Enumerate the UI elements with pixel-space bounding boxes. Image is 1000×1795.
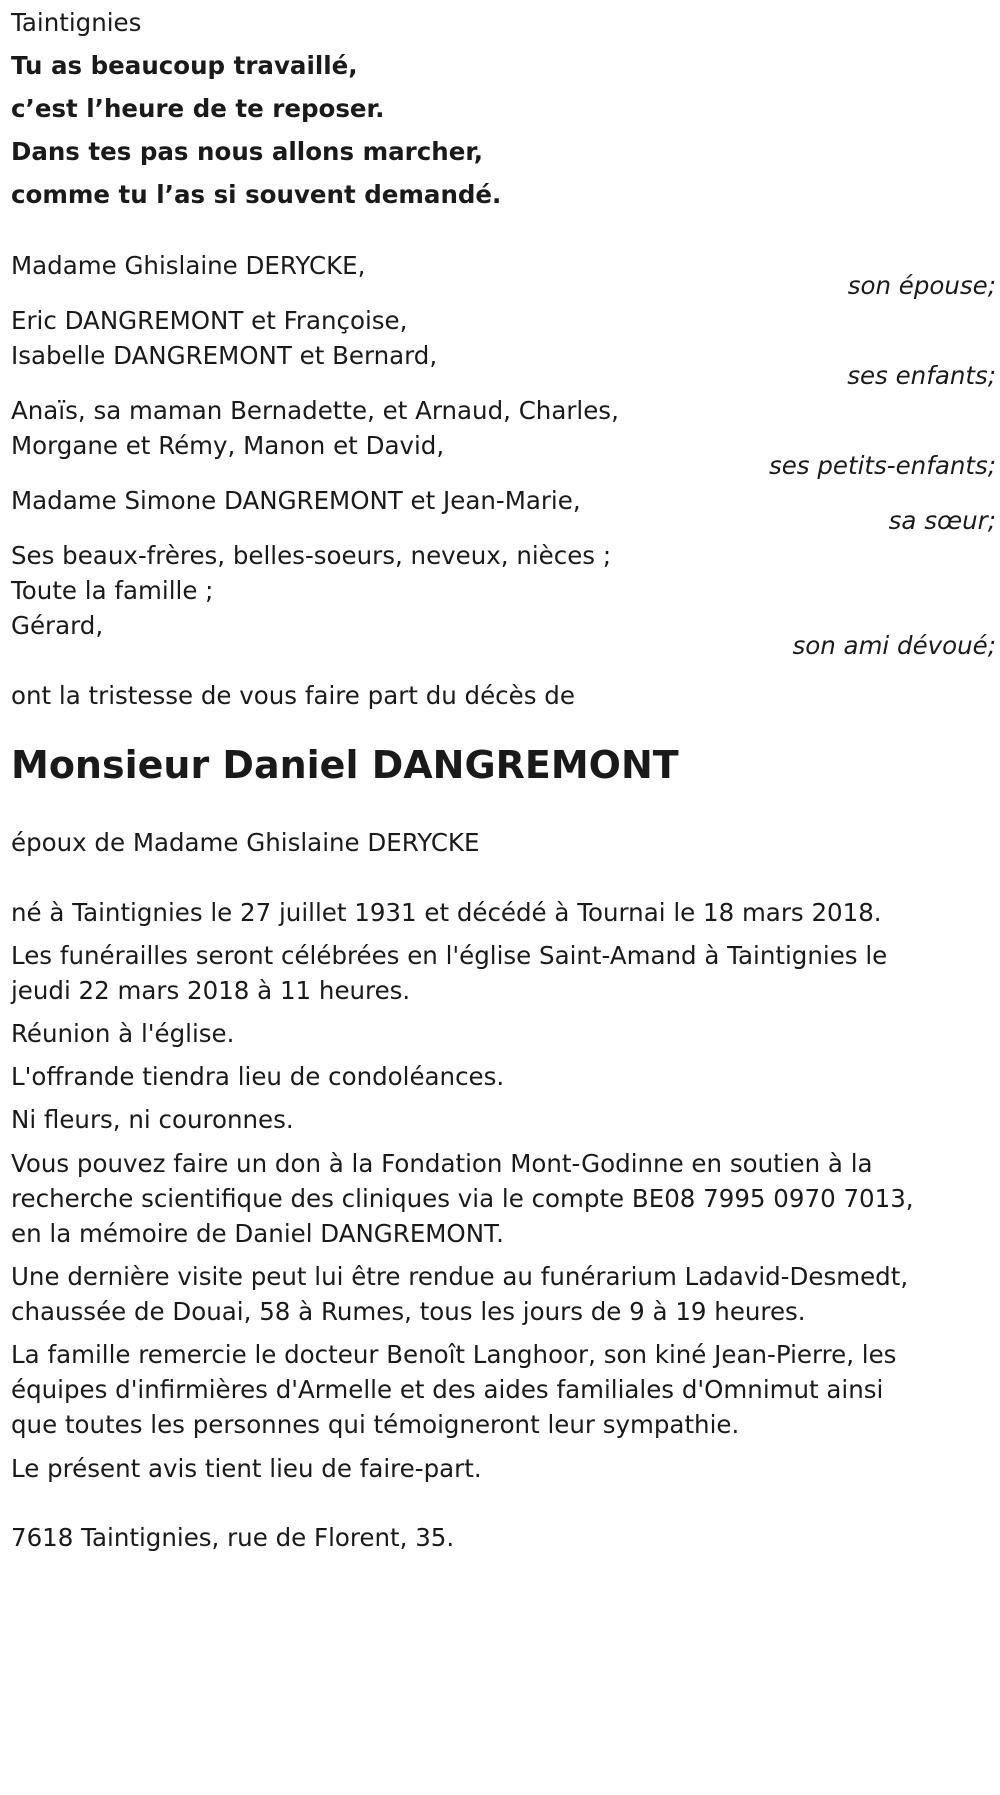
family-name-line: Madame Ghislaine DERYCKE, <box>11 251 366 280</box>
header-place: Taintignies <box>11 8 142 37</box>
paragraph-line: en la mémoire de Daniel DANGREMONT. <box>11 1219 504 1248</box>
offering-line: L'offrande tiendra lieu de condoléances. <box>11 1062 505 1091</box>
paragraph-line: Vous pouvez faire un don à la Fondation Mont-Godinne en soutien à la <box>11 1149 873 1178</box>
family-role: sa sœur; <box>888 506 996 535</box>
poem-line: c’est l’heure de te reposer. <box>11 94 385 123</box>
paragraph-line: Une dernière visite peut lui être rendue au funérarium Ladavid-Desmedt, <box>11 1262 909 1291</box>
family-name-line: Morgane et Rémy, Manon et David, <box>11 431 445 460</box>
meeting-line: Réunion à l'église. <box>11 1019 235 1048</box>
address-line: 7618 Taintignies, rue de Florent, 35. <box>11 1523 455 1552</box>
paragraph-line: équipes d'infirmières d'Armelle et des aides familiales d'Omnimut ainsi <box>11 1375 884 1404</box>
paragraph-line: chaussée de Douai, 58 à Rumes, tous les jours de 9 à 19 heures. <box>11 1297 806 1326</box>
poem-line: comme tu l’as si souvent demandé. <box>11 180 502 209</box>
poem-line: Tu as beaucoup travaillé, <box>11 51 358 80</box>
poem-line: Dans tes pas nous allons marcher, <box>11 137 484 166</box>
paragraph-line: que toutes les personnes qui témoigneront leur sympathie. <box>11 1410 740 1439</box>
family-name-line: Eric DANGREMONT et Françoise, <box>11 306 408 335</box>
family-name-line: Anaïs, sa maman Bernadette, et Arnaud, Charles, <box>11 396 619 425</box>
flowers-line: Ni fleurs, ni couronnes. <box>11 1105 294 1134</box>
announcement-intro: ont la tristesse de vous faire part du décès de <box>11 681 575 710</box>
paragraph-line: recherche scientifique des cliniques via le compte BE08 7995 0970 7013, <box>11 1184 914 1213</box>
paragraph-line: Les funérailles seront célébrées en l'église Saint-Amand à Taintignies le <box>11 941 888 970</box>
family-name-line: Madame Simone DANGREMONT et Jean-Marie, <box>11 486 581 515</box>
family-name-line: Isabelle DANGREMONT et Bernard, <box>11 341 438 370</box>
notice-line: Le présent avis tient lieu de faire-part. <box>11 1454 482 1483</box>
family-role: son épouse; <box>847 271 996 300</box>
paragraph-line: La famille remercie le docteur Benoît Langhoor, son kiné Jean-Pierre, les <box>11 1340 897 1369</box>
deceased-name: Monsieur Daniel DANGREMONT <box>11 743 679 787</box>
spouse-line: époux de Madame Ghislaine DERYCKE <box>11 828 480 857</box>
family-role: ses petits-enfants; <box>768 451 996 480</box>
family-name-line: Toute la famille ; <box>11 576 214 605</box>
family-role: ses enfants; <box>847 361 996 390</box>
paragraph-line: jeudi 22 mars 2018 à 11 heures. <box>11 976 411 1005</box>
family-name-line: Ses beaux-frères, belles-soeurs, neveux, nièces ; <box>11 541 612 570</box>
family-role: son ami dévoué; <box>792 631 996 660</box>
family-name-line: Gérard, <box>11 611 104 640</box>
birth-death-line: né à Taintignies le 27 juillet 1931 et décédé à Tournai le 18 mars 2018. <box>11 898 882 927</box>
